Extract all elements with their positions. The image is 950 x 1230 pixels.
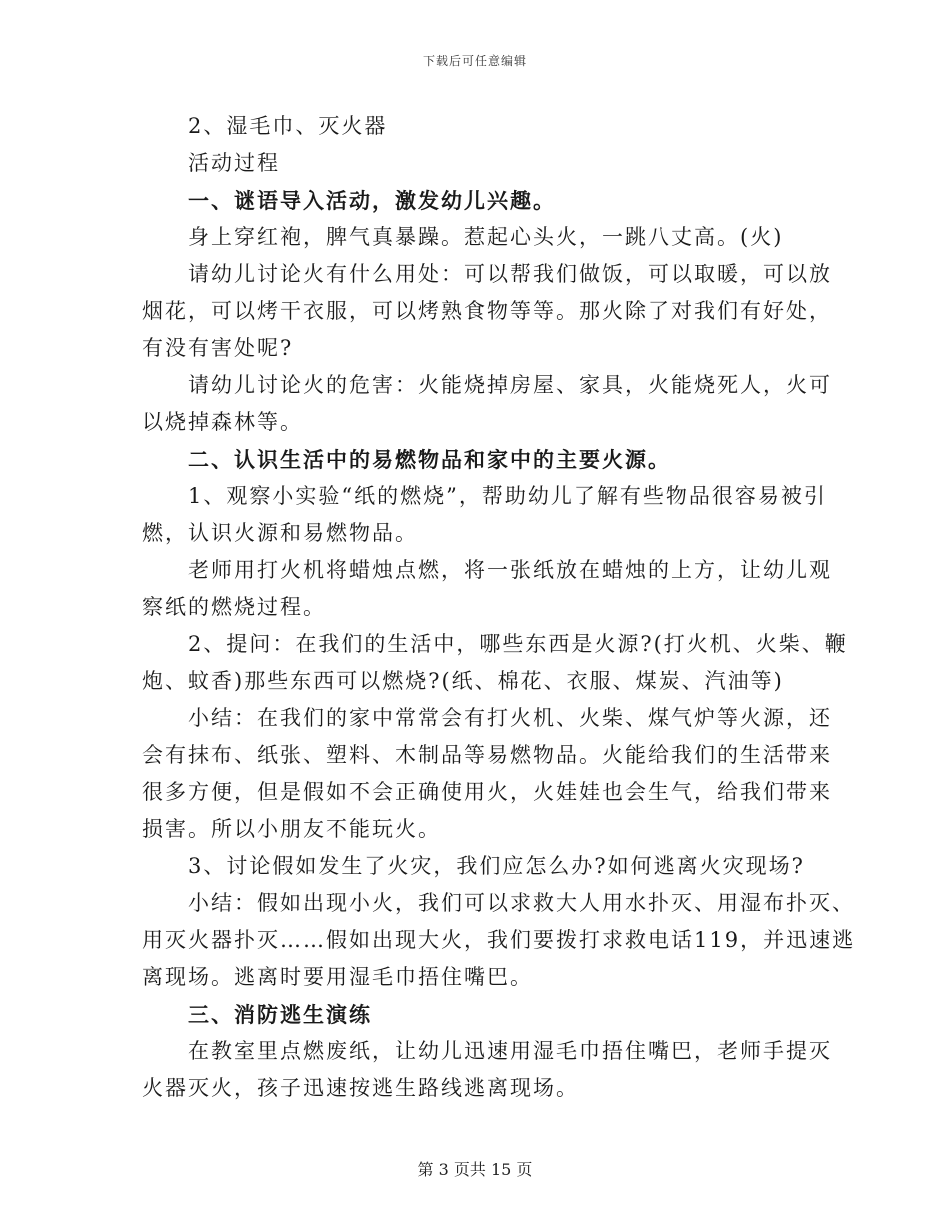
page-footer: 第 3 页共 15 页 [417, 1160, 533, 1179]
paragraph-line: 很多方便，但是假如不会正确使用火，火娃娃也会生气，给我们带来 [142, 780, 832, 804]
paragraph-line: 离现场。逃离时要用湿毛巾捂住嘴巴。 [142, 965, 533, 989]
paragraph-line: 3、讨论假如发生了火灾，我们应怎么办?如何逃离火灾现场? [188, 854, 805, 878]
document-body [142, 108, 856, 1107]
paragraph-line: 2、提问：在我们的生活中，哪些东西是火源?(打火机、火柴、鞭 [188, 632, 848, 656]
paragraph-line: 会有抹布、纸张、塑料、木制品等易燃物品。火能给我们的生活带来 [142, 743, 832, 767]
section-heading: 三、消防逃生演练 [188, 1002, 372, 1027]
paragraph-line: 在教室里点燃废纸，让幼儿迅速用湿毛巾捂住嘴巴，老师手提灭 [188, 1039, 832, 1063]
paragraph-line: 火器灭火，孩子迅速按逃生路线逃离现场。 [142, 1076, 579, 1100]
paragraph-line: 炮、蚊香)那些东西可以燃烧?(纸、棉花、衣服、煤炭、汽油等) [142, 669, 784, 693]
paragraph-line: 用灭火器扑灭……假如出现大火，我们要拨打求救电话119，并迅速逃 [142, 928, 856, 952]
section-heading: 二、认识生活中的易燃物品和家中的主要火源。 [188, 447, 671, 472]
paragraph-line: 身上穿红袍，脾气真暴躁。惹起心头火，一跳八丈高。(火) [188, 225, 784, 249]
paragraph-line: 有没有害处呢? [142, 336, 294, 360]
paragraph-line: 燃，认识火源和易燃物品。 [142, 521, 418, 545]
paragraph-line: 小结：在我们的家中常常会有打火机、火柴、煤气炉等火源，还 [188, 706, 832, 730]
paragraph-line: 1、观察小实验“纸的燃烧”，帮助幼儿了解有些物品很容易被引 [188, 484, 827, 508]
paragraph-line: 2、湿毛巾、灭火器 [188, 114, 388, 138]
paragraph-line: 损害。所以小朋友不能玩火。 [142, 817, 441, 841]
paragraph-line: 小结：假如出现小火，我们可以求救大人用水扑灭、用湿布扑灭、 [188, 891, 855, 915]
paragraph-line: 活动过程 [188, 151, 280, 175]
section-heading: 一、谜语导入活动，激发幼儿兴趣。 [188, 188, 556, 213]
paragraph-line: 老师用打火机将蜡烛点燃，将一张纸放在蜡烛的上方，让幼儿观 [188, 558, 832, 582]
paragraph-line: 请幼儿讨论火的危害：火能烧掉房屋、家具，火能烧死人，火可 [188, 373, 832, 397]
paragraph-line: 烟花，可以烤干衣服，可以烤熟食物等等。那火除了对我们有好处， [142, 299, 832, 323]
paragraph-line: 请幼儿讨论火有什么用处：可以帮我们做饭，可以取暖，可以放 [188, 262, 832, 286]
page-header: 下载后可任意编辑 [422, 54, 527, 68]
paragraph-line: 以烧掉森林等。 [142, 410, 303, 434]
paragraph-line: 察纸的燃烧过程。 [142, 595, 326, 619]
